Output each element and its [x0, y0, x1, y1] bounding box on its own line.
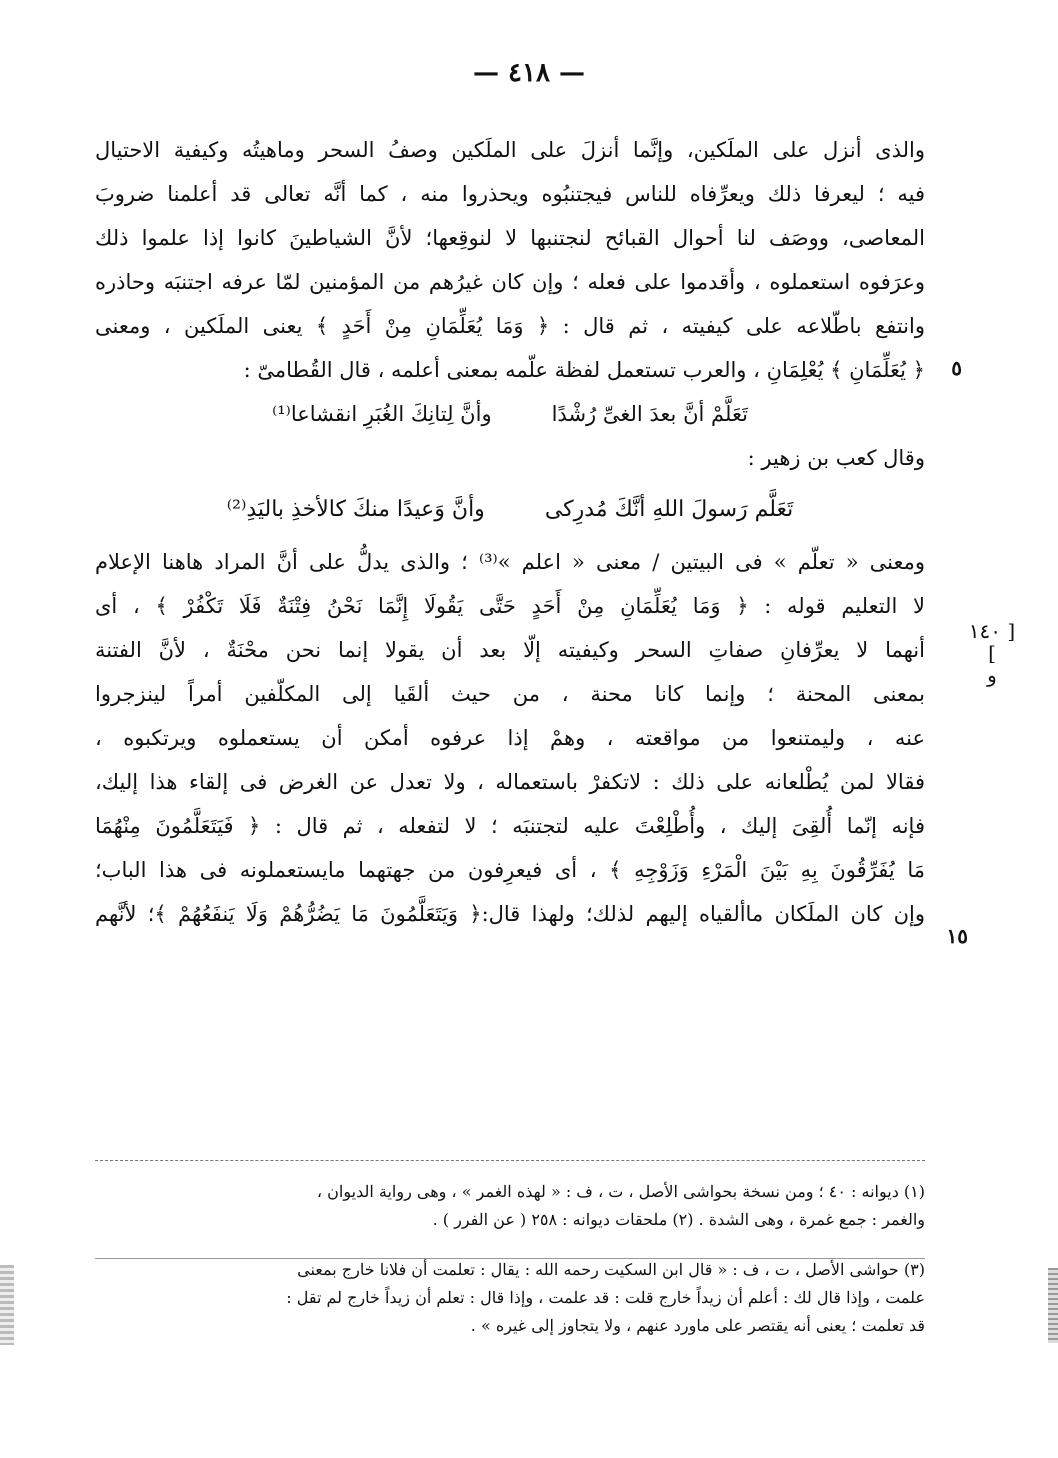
text-line: ﴿ يُعَلِّمَانِ ﴾ يُعْلِمَانِ ، والعرب تستعمل لفظة علّمه بمعنى أعلمه ، قال القُطامىّ : — [243, 358, 925, 382]
page-number: — ٤١٨ — — [472, 58, 586, 88]
text-line: فقالا لمن يُطْلعانه على ذلك : لاتكفرْ باستعماله ، ولا تعدل عن الغرض فى إلقاء هذا إليك، — [95, 770, 925, 794]
text-line: عنه ، وليمتنعوا من مواقعته ، وهمْ إذا عرفوه أمكن أن يستعملوه ويرتكبوه ، — [95, 726, 925, 750]
margin-line-number: ٥ — [951, 356, 962, 380]
footnote-line: (٣) حواشى الأصل ، ت ، ف : « قال ابن السكيت رحمه الله : يقال : تعلمت أن فلانا خارج بمعنى — [297, 1260, 925, 1279]
footnote-line: (١) ديوانه : ٤٠ ؛ ومن نسخة بحواشى الأصل ، ت ، ف : « لهذه الغمر » ، وهى رواية الديوان ، — [316, 1182, 925, 1201]
footnote-separator — [95, 1160, 925, 1161]
text-line: ومعنى « تعلّم » فى البيتين / معنى « اعلم »⁽³⁾ ؛ والذى يدلُّ على أنَّ المراد هاهنا الإعلام — [95, 550, 925, 574]
scan-artifact — [1048, 1268, 1058, 1343]
verse-hemistich: تَعَلَّمْ أنَّ بعدَ الغىِّ رُشْدًا — [551, 402, 748, 426]
margin-line-number: ١٥ — [946, 924, 968, 948]
main-text — [95, 128, 925, 936]
verse-hemistich: تَعَلَّم رَسولَ اللهِ أنَّكَ مُدرِكى — [544, 497, 794, 522]
text-line: وقال كعب بن زهير : — [747, 446, 925, 470]
text-line: وعرَفوه استعملوه ، وأقدموا على فعله ؛ وإن كان غيرُهم من المؤمنين لمّا عرفه اجتنبَه وحاذره — [95, 270, 925, 294]
folio-marker — [962, 620, 1022, 686]
verse-kaab — [95, 480, 925, 540]
folio-side: و — [987, 663, 997, 687]
footnotes — [95, 1178, 925, 1340]
verse-qutami — [95, 392, 925, 436]
folio-number: [ ١٤٠ ] — [968, 619, 1016, 665]
footnote-line: والغمر : جمع غمرة ، وهى الشدة . (٢) ملحقات ديوانه : ٢٥٨ ( عن الفرر ) . — [432, 1210, 925, 1229]
footnote-divider — [95, 1258, 925, 1259]
text-line: فإنه إنّما أُلقِىَ إليك ، وأُطْلِعْتَ عليه لتجتنبَه ؛ لا لتفعله ، ثم قال : ﴿ فَيَتَعَلَّمُونَ مِنْهُمَا — [95, 814, 925, 838]
text-line: وانتفع باطّلاعه على كيفيته ، ثم قال : ﴿ وَمَا يُعَلِّمَانِ مِنْ أَحَدٍ ﴾ يعنى الملَكين ، ومعنى — [95, 314, 925, 338]
text-line: بمعنى المحنة ؛ وإنما كانا محنة ، من حيث ألقَيا إلى المكلّفين أمراً لينزجروا — [95, 682, 925, 706]
footnote-line: قد تعلمت ؛ يعنى أنه يقتصر على ماورد عنهم ، ولا يتجاوز إلى غيره » . — [470, 1316, 925, 1335]
text-line: فيه ؛ ليعرفا ذلك ويعرِّفاه للناس فيجتنبُوه ويحذروا منه ، كما أنَّه تعالى قد أعلمنا ضروبَ — [95, 182, 925, 206]
text-line: لا التعليم قوله : ﴿ وَمَا يُعَلِّمَانِ مِنْ أَحَدٍ حَتَّى يَقُولَا إِنَّمَا نَحْنُ فِتْنَةٌ فَلَا تَكْفُرْ ﴾ ، أى — [95, 594, 925, 618]
verse-hemistich: وأنَّ لِتانِكَ الغُبَرِ انقشاعا⁽¹⁾ — [272, 402, 492, 426]
text-line: مَا يُفَرِّقُونَ بِهِ بَيْنَ الْمَرْءِ وَزَوْجِهِ ﴾ ، أى فيعرِفون من جهتهما مايستعملونه فى هذا الباب؛ — [95, 858, 925, 882]
text-line: المعاصى، ووصَف لنا أحوال القبائح لنجتنبها لا لنوقِعها؛ لأنَّ الشياطينَ كانوا إذا علموا ذلك — [95, 226, 925, 250]
text-line: والذى أنزل على الملَكين، وإنَّما أنزلَ على الملَكين وصفُ السحر وماهيتُه وكيفية الاحتيال — [95, 138, 925, 162]
text-line: أنهما لا يعرِّفانِ صفاتِ السحر وكيفيته إلّا بعد أن يقولا إنما نحن محْنَةٌ ، لأنَّ الفتنة — [95, 638, 925, 662]
text-line: وإن كان الملَكان ماألقياه إليهم لذلك؛ ولهذا قال:﴿ وَيَتَعَلَّمُونَ مَا يَضُرُّهُمْ وَلَا يَنفَعُهُمْ ﴾؛ لأنَّهم — [95, 902, 925, 926]
footnote-line: علمت ، وإذا قال لك : أعلم أن زيداً خارج قلت : قد علمت ، وإذا قال : تعلم أن زيداً خارج لم تقل : — [286, 1288, 925, 1307]
scan-artifact — [0, 1265, 14, 1345]
verse-hemistich: وأنَّ وَعيدًا منكَ كالأخذِ باليَدِ⁽²⁾ — [226, 497, 485, 522]
